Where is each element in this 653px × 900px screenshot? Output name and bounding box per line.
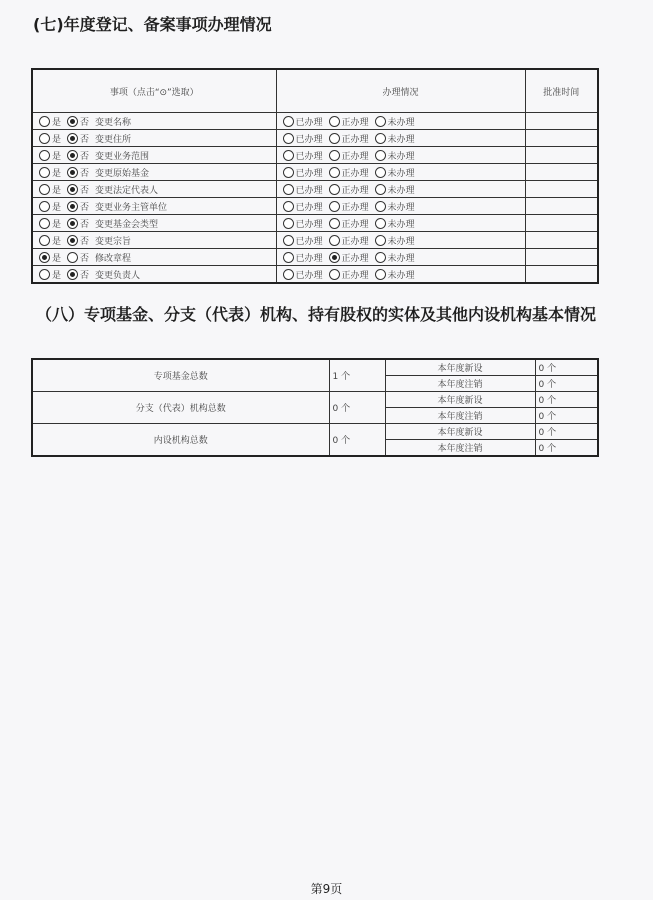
status-header: 办理情况 (276, 69, 525, 113)
status-option-label: 正办理 (341, 117, 369, 128)
status-radio[interactable] (283, 269, 294, 280)
item-cell (32, 181, 276, 198)
status-option[interactable] (375, 268, 415, 281)
group-total: 0 个 (329, 392, 385, 424)
no-option[interactable] (67, 166, 89, 179)
status-option[interactable] (283, 200, 323, 213)
status-option[interactable] (283, 234, 323, 247)
sub-value: 0 个 (535, 359, 598, 376)
no-option[interactable] (67, 251, 89, 264)
item-name: 变更负责人 (95, 270, 141, 281)
item-name: 变更住所 (95, 134, 132, 145)
status-radio[interactable] (283, 133, 294, 144)
status-radio[interactable] (329, 252, 340, 263)
registration-row (32, 232, 598, 249)
item-name: 变更法定代表人 (95, 185, 159, 196)
yes-option[interactable] (39, 115, 61, 128)
status-option[interactable] (375, 166, 415, 179)
status-option[interactable] (329, 166, 369, 179)
status-option-label: 已办理 (295, 236, 323, 247)
status-option-label: 未办理 (387, 253, 415, 264)
status-option-label: 正办理 (341, 236, 369, 247)
status-radio[interactable] (329, 218, 340, 229)
status-option[interactable] (283, 149, 323, 162)
status-option-label: 已办理 (295, 168, 323, 179)
no-option[interactable] (67, 132, 89, 145)
registration-row (32, 113, 598, 130)
registration-row (32, 249, 598, 266)
section7-title: (七)年度登记、备案事项办理情况 (33, 15, 272, 34)
no-radio[interactable] (67, 184, 78, 195)
status-option-label: 正办理 (341, 134, 369, 145)
status-radio[interactable] (283, 201, 294, 212)
status-cell (276, 147, 525, 164)
approval-date-cell (525, 130, 598, 147)
status-option[interactable] (329, 251, 369, 264)
status-option-label: 已办理 (295, 219, 323, 230)
status-option-label: 正办理 (341, 151, 369, 162)
approval-date-cell (525, 249, 598, 266)
yes-radio[interactable] (39, 150, 50, 161)
status-option[interactable] (375, 217, 415, 230)
yes-radio[interactable] (39, 252, 50, 263)
item-name: 变更业务主管单位 (95, 202, 168, 213)
yes-label: 是 (52, 236, 62, 247)
sub-value: 0 个 (535, 440, 598, 457)
status-option-label: 正办理 (341, 270, 369, 281)
status-cell (276, 164, 525, 181)
approval-date-cell (525, 164, 598, 181)
item-cell (32, 147, 276, 164)
no-radio[interactable] (67, 218, 78, 229)
registration-row (32, 164, 598, 181)
sub-label: 本年度新设 (385, 424, 535, 440)
status-option[interactable] (283, 166, 323, 179)
no-label: 否 (80, 253, 90, 264)
sub-label: 本年度注销 (385, 376, 535, 392)
status-radio[interactable] (329, 167, 340, 178)
yes-option[interactable] (39, 132, 61, 145)
status-option-label: 未办理 (387, 151, 415, 162)
registration-table (31, 68, 599, 284)
approval-date-cell (525, 147, 598, 164)
no-option[interactable] (67, 149, 89, 162)
yes-radio[interactable] (39, 269, 50, 280)
yes-label: 是 (52, 185, 62, 196)
yes-radio[interactable] (39, 235, 50, 246)
yes-radio[interactable] (39, 184, 50, 195)
yes-label: 是 (52, 270, 62, 281)
approval-date-cell (525, 266, 598, 284)
sub-label: 本年度新设 (385, 392, 535, 408)
status-option-label: 未办理 (387, 270, 415, 281)
status-radio[interactable] (375, 167, 386, 178)
status-option-label: 未办理 (387, 219, 415, 230)
status-option[interactable] (375, 183, 415, 196)
yes-label: 是 (52, 219, 62, 230)
status-radio[interactable] (329, 150, 340, 161)
status-radio[interactable] (283, 167, 294, 178)
no-label: 否 (80, 151, 90, 162)
item-cell (32, 164, 276, 181)
item-cell (32, 249, 276, 266)
status-radio[interactable] (329, 235, 340, 246)
yes-radio[interactable] (39, 133, 50, 144)
status-radio[interactable] (329, 269, 340, 280)
sub-value: 0 个 (535, 376, 598, 392)
no-option[interactable] (67, 200, 89, 213)
registration-row (32, 147, 598, 164)
yes-label: 是 (52, 117, 62, 128)
status-option-label: 已办理 (295, 253, 323, 264)
page-number: 第9页 (310, 882, 343, 896)
item-cell (32, 198, 276, 215)
group-total: 1 个 (329, 359, 385, 392)
yes-label: 是 (52, 134, 62, 145)
status-option-label: 已办理 (295, 270, 323, 281)
status-option-label: 正办理 (341, 168, 369, 179)
item-header: 事项（点击“⊙”选取） (32, 69, 276, 113)
no-option[interactable] (67, 183, 89, 196)
no-radio[interactable] (67, 269, 78, 280)
registration-row (32, 130, 598, 147)
status-option[interactable] (375, 200, 415, 213)
registration-row (32, 215, 598, 232)
no-option[interactable] (67, 217, 89, 230)
status-option[interactable] (283, 183, 323, 196)
item-name: 修改章程 (95, 253, 132, 264)
yes-option[interactable] (39, 200, 61, 213)
status-option-label: 已办理 (295, 151, 323, 162)
no-option[interactable] (67, 115, 89, 128)
status-cell (276, 249, 525, 266)
status-option-label: 已办理 (295, 134, 323, 145)
item-cell (32, 113, 276, 130)
status-radio[interactable] (375, 150, 386, 161)
registration-row (32, 181, 598, 198)
status-radio[interactable] (329, 184, 340, 195)
status-option[interactable] (329, 268, 369, 281)
status-radio[interactable] (375, 252, 386, 263)
status-option[interactable] (329, 132, 369, 145)
status-option[interactable] (329, 149, 369, 162)
status-cell (276, 181, 525, 198)
sub-label: 本年度注销 (385, 408, 535, 424)
status-cell (276, 198, 525, 215)
status-option[interactable] (283, 132, 323, 145)
status-option-label: 未办理 (387, 236, 415, 247)
yes-option[interactable] (39, 217, 61, 230)
status-option-label: 未办理 (387, 168, 415, 179)
approval-date-cell (525, 113, 598, 130)
status-option[interactable] (283, 115, 323, 128)
status-option-label: 正办理 (341, 202, 369, 213)
item-cell (32, 130, 276, 147)
yes-radio[interactable] (39, 116, 50, 127)
date-header: 批准时间 (525, 69, 598, 113)
status-radio[interactable] (375, 184, 386, 195)
group-label: 内设机构总数 (32, 424, 329, 457)
yes-option[interactable] (39, 183, 61, 196)
status-option[interactable] (329, 183, 369, 196)
approval-date-cell (525, 215, 598, 232)
yes-label: 是 (52, 253, 62, 264)
status-cell (276, 130, 525, 147)
no-label: 否 (80, 117, 90, 128)
no-label: 否 (80, 236, 90, 247)
status-option-label: 已办理 (295, 117, 323, 128)
status-option-label: 正办理 (341, 219, 369, 230)
group-total: 0 个 (329, 424, 385, 457)
approval-date-cell (525, 232, 598, 249)
status-radio[interactable] (329, 133, 340, 144)
no-radio[interactable] (67, 116, 78, 127)
yes-option[interactable] (39, 268, 61, 281)
no-label: 否 (80, 168, 90, 179)
status-option-label: 未办理 (387, 202, 415, 213)
status-option-label: 正办理 (341, 253, 369, 264)
item-name: 变更宗旨 (95, 236, 132, 247)
sub-value: 0 个 (535, 408, 598, 424)
no-label: 否 (80, 219, 90, 230)
item-cell (32, 232, 276, 249)
yes-option[interactable] (39, 149, 61, 162)
no-label: 否 (80, 185, 90, 196)
no-radio[interactable] (67, 133, 78, 144)
yes-radio[interactable] (39, 201, 50, 212)
no-label: 否 (80, 270, 90, 281)
status-radio[interactable] (375, 116, 386, 127)
section8-title: （八）专项基金、分支（代表）机构、持有股权的实体及其他内设机构基本情况 (36, 305, 597, 324)
institution-table (31, 358, 599, 457)
status-cell (276, 266, 525, 284)
sub-value: 0 个 (535, 392, 598, 408)
status-cell (276, 232, 525, 249)
yes-option[interactable] (39, 234, 61, 247)
status-cell (276, 215, 525, 232)
status-radio[interactable] (283, 218, 294, 229)
no-radio[interactable] (67, 235, 78, 246)
status-option-label: 已办理 (295, 185, 323, 196)
status-radio[interactable] (329, 116, 340, 127)
status-radio[interactable] (283, 184, 294, 195)
registration-table-header (32, 69, 598, 113)
institution-row (32, 392, 598, 408)
yes-label: 是 (52, 202, 62, 213)
item-name: 变更原始基金 (95, 168, 150, 179)
no-option[interactable] (67, 234, 89, 247)
status-option[interactable] (329, 234, 369, 247)
no-radio[interactable] (67, 201, 78, 212)
item-name: 变更业务范围 (95, 151, 150, 162)
approval-date-cell (525, 181, 598, 198)
status-radio[interactable] (375, 201, 386, 212)
status-option[interactable] (283, 251, 323, 264)
status-option-label: 未办理 (387, 185, 415, 196)
item-name: 变更基金会类型 (95, 219, 159, 230)
registration-row (32, 198, 598, 215)
status-radio[interactable] (375, 218, 386, 229)
status-option-label: 未办理 (387, 117, 415, 128)
no-label: 否 (80, 134, 90, 145)
institution-row (32, 424, 598, 440)
yes-radio[interactable] (39, 218, 50, 229)
no-label: 否 (80, 202, 90, 213)
status-option-label: 正办理 (341, 185, 369, 196)
status-option-label: 已办理 (295, 202, 323, 213)
status-radio[interactable] (329, 201, 340, 212)
yes-radio[interactable] (39, 167, 50, 178)
sub-label: 本年度注销 (385, 440, 535, 457)
yes-label: 是 (52, 168, 62, 179)
status-option[interactable] (375, 115, 415, 128)
status-option[interactable] (375, 251, 415, 264)
yes-option[interactable] (39, 166, 61, 179)
no-radio[interactable] (67, 150, 78, 161)
group-label: 专项基金总数 (32, 359, 329, 392)
status-option[interactable] (375, 132, 415, 145)
no-radio[interactable] (67, 252, 78, 263)
status-option[interactable] (283, 268, 323, 281)
institution-row (32, 359, 598, 376)
no-radio[interactable] (67, 167, 78, 178)
status-option[interactable] (283, 217, 323, 230)
status-radio[interactable] (283, 116, 294, 127)
status-option[interactable] (329, 115, 369, 128)
sub-label: 本年度新设 (385, 359, 535, 376)
registration-row (32, 266, 598, 284)
group-label: 分支（代表）机构总数 (32, 392, 329, 424)
status-radio[interactable] (283, 252, 294, 263)
status-option[interactable] (329, 200, 369, 213)
status-option[interactable] (375, 149, 415, 162)
status-radio[interactable] (375, 235, 386, 246)
no-option[interactable] (67, 268, 89, 281)
status-option-label: 未办理 (387, 134, 415, 145)
status-radio[interactable] (283, 150, 294, 161)
status-radio[interactable] (375, 133, 386, 144)
status-option[interactable] (329, 217, 369, 230)
item-cell (32, 266, 276, 284)
item-name: 变更名称 (95, 117, 132, 128)
status-option[interactable] (375, 234, 415, 247)
item-cell (32, 215, 276, 232)
yes-option[interactable] (39, 251, 61, 264)
status-radio[interactable] (375, 269, 386, 280)
status-cell (276, 113, 525, 130)
sub-value: 0 个 (535, 424, 598, 440)
status-radio[interactable] (283, 235, 294, 246)
yes-label: 是 (52, 151, 62, 162)
approval-date-cell (525, 198, 598, 215)
